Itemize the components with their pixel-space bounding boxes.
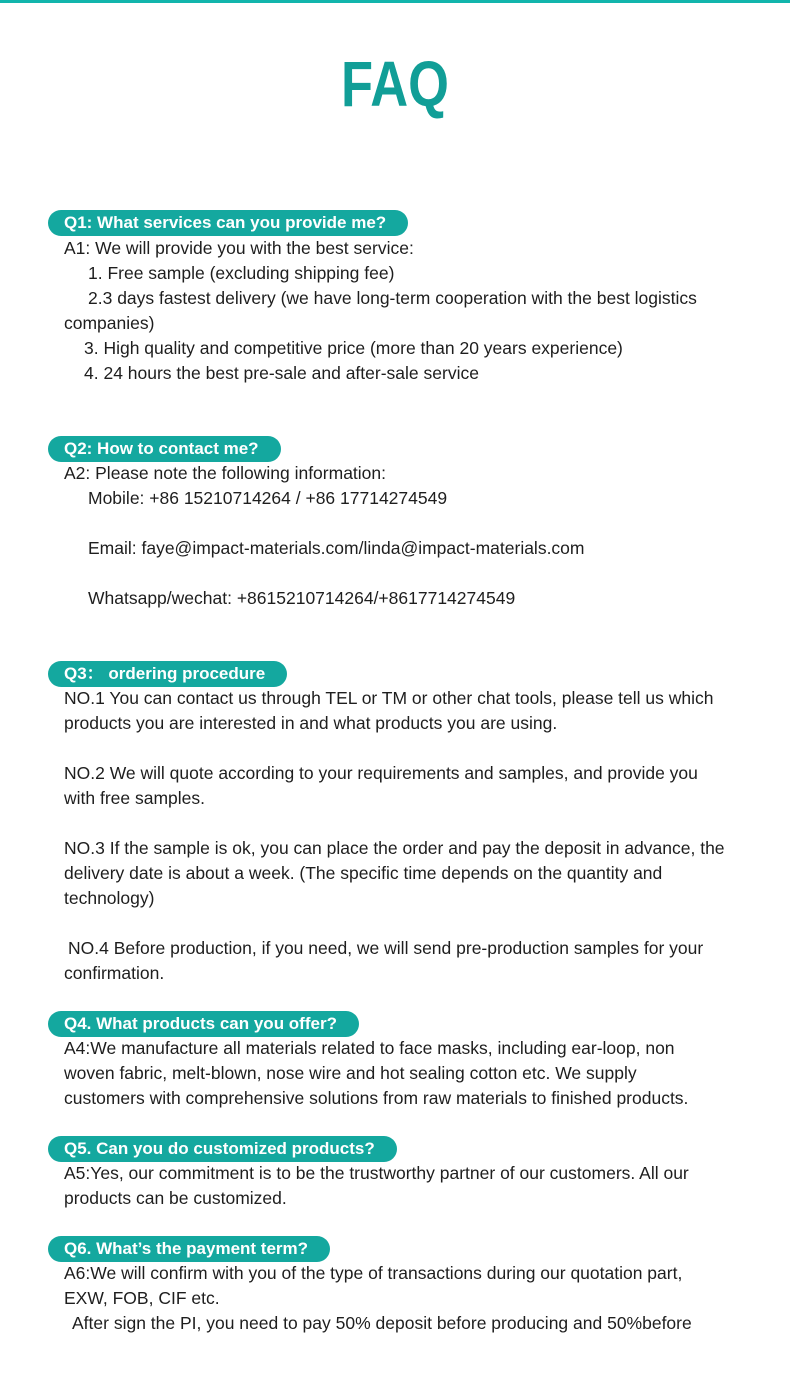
- q3-step-3-cont: delivery date is about a week. (The specific time depends on the quantity and: [64, 863, 663, 883]
- q2-email: Email: faye@impact-materials.com/linda@impact-materials.com: [88, 538, 585, 558]
- q3-step-2-cont: with free samples.: [64, 788, 206, 808]
- q3-question-badge: Q3： ordering procedure: [48, 661, 287, 687]
- q6-question-badge: Q6. What’s the payment term?: [48, 1236, 330, 1262]
- q1-answer-item-3: 3. High quality and competitive price (more than 20 years experience): [84, 338, 623, 358]
- q1-answer-item-2-cont: companies): [64, 313, 155, 333]
- top-accent-rule: [0, 0, 790, 3]
- q2-answer-intro: A2: Please note the following information:: [64, 463, 386, 483]
- q1-question-badge: Q1: What services can you provide me?: [48, 210, 408, 236]
- q4-answer-line-3: customers with comprehensive solutions from raw materials to finished products.: [64, 1088, 689, 1108]
- q1-answer-item-1: 1. Free sample (excluding shipping fee): [88, 263, 395, 283]
- q6-answer-line-3: After sign the PI, you need to pay 50% deposit before producing and 50%before: [72, 1313, 692, 1333]
- q3-step-4-cont: confirmation.: [64, 963, 165, 983]
- q3-step-3-cont2: technology): [64, 888, 155, 908]
- q4-answer-line-1: A4:We manufacture all materials related to face masks, including ear-loop, non: [64, 1038, 675, 1058]
- q3-step-1: NO.1 You can contact us through TEL or TM or other chat tools, please tell us which: [64, 688, 714, 708]
- q5-question-badge: Q5. Can you do customized products?: [48, 1136, 397, 1162]
- q4-question-badge: Q4. What products can you offer?: [48, 1011, 359, 1037]
- q5-answer-line-1: A5:Yes, our commitment is to be the trustworthy partner of our customers. All our: [64, 1163, 689, 1183]
- q4-answer-line-2: woven fabric, melt-blown, nose wire and hot sealing cotton etc. We supply: [64, 1063, 637, 1083]
- q3-step-2: NO.2 We will quote according to your requirements and samples, and provide you: [64, 763, 698, 783]
- q3-step-3: NO.3 If the sample is ok, you can place the order and pay the deposit in advance, the: [64, 838, 725, 858]
- q2-whatsapp: Whatsapp/wechat: +8615210714264/+8617714274549: [88, 588, 516, 608]
- q3-step-1-cont: products you are interested in and what products you are using.: [64, 713, 558, 733]
- page-title: FAQ: [341, 48, 449, 120]
- q2-question-badge: Q2: How to contact me?: [48, 436, 281, 462]
- q6-answer-line-1: A6:We will confirm with you of the type of transactions during our quotation part,: [64, 1263, 683, 1283]
- q1-answer-item-4: 4. 24 hours the best pre-sale and after-sale service: [84, 363, 479, 383]
- q5-answer-line-2: products can be customized.: [64, 1188, 287, 1208]
- q1-answer-item-2: 2.3 days fastest delivery (we have long-term cooperation with the best logistics: [88, 288, 697, 308]
- q6-answer-line-2: EXW, FOB, CIF etc.: [64, 1288, 220, 1308]
- q1-answer-intro: A1: We will provide you with the best service:: [64, 238, 414, 258]
- q3-step-4: NO.4 Before production, if you need, we will send pre-production samples for your: [68, 938, 704, 958]
- q2-mobile: Mobile: +86 15210714264 / +86 17714274549: [88, 488, 448, 508]
